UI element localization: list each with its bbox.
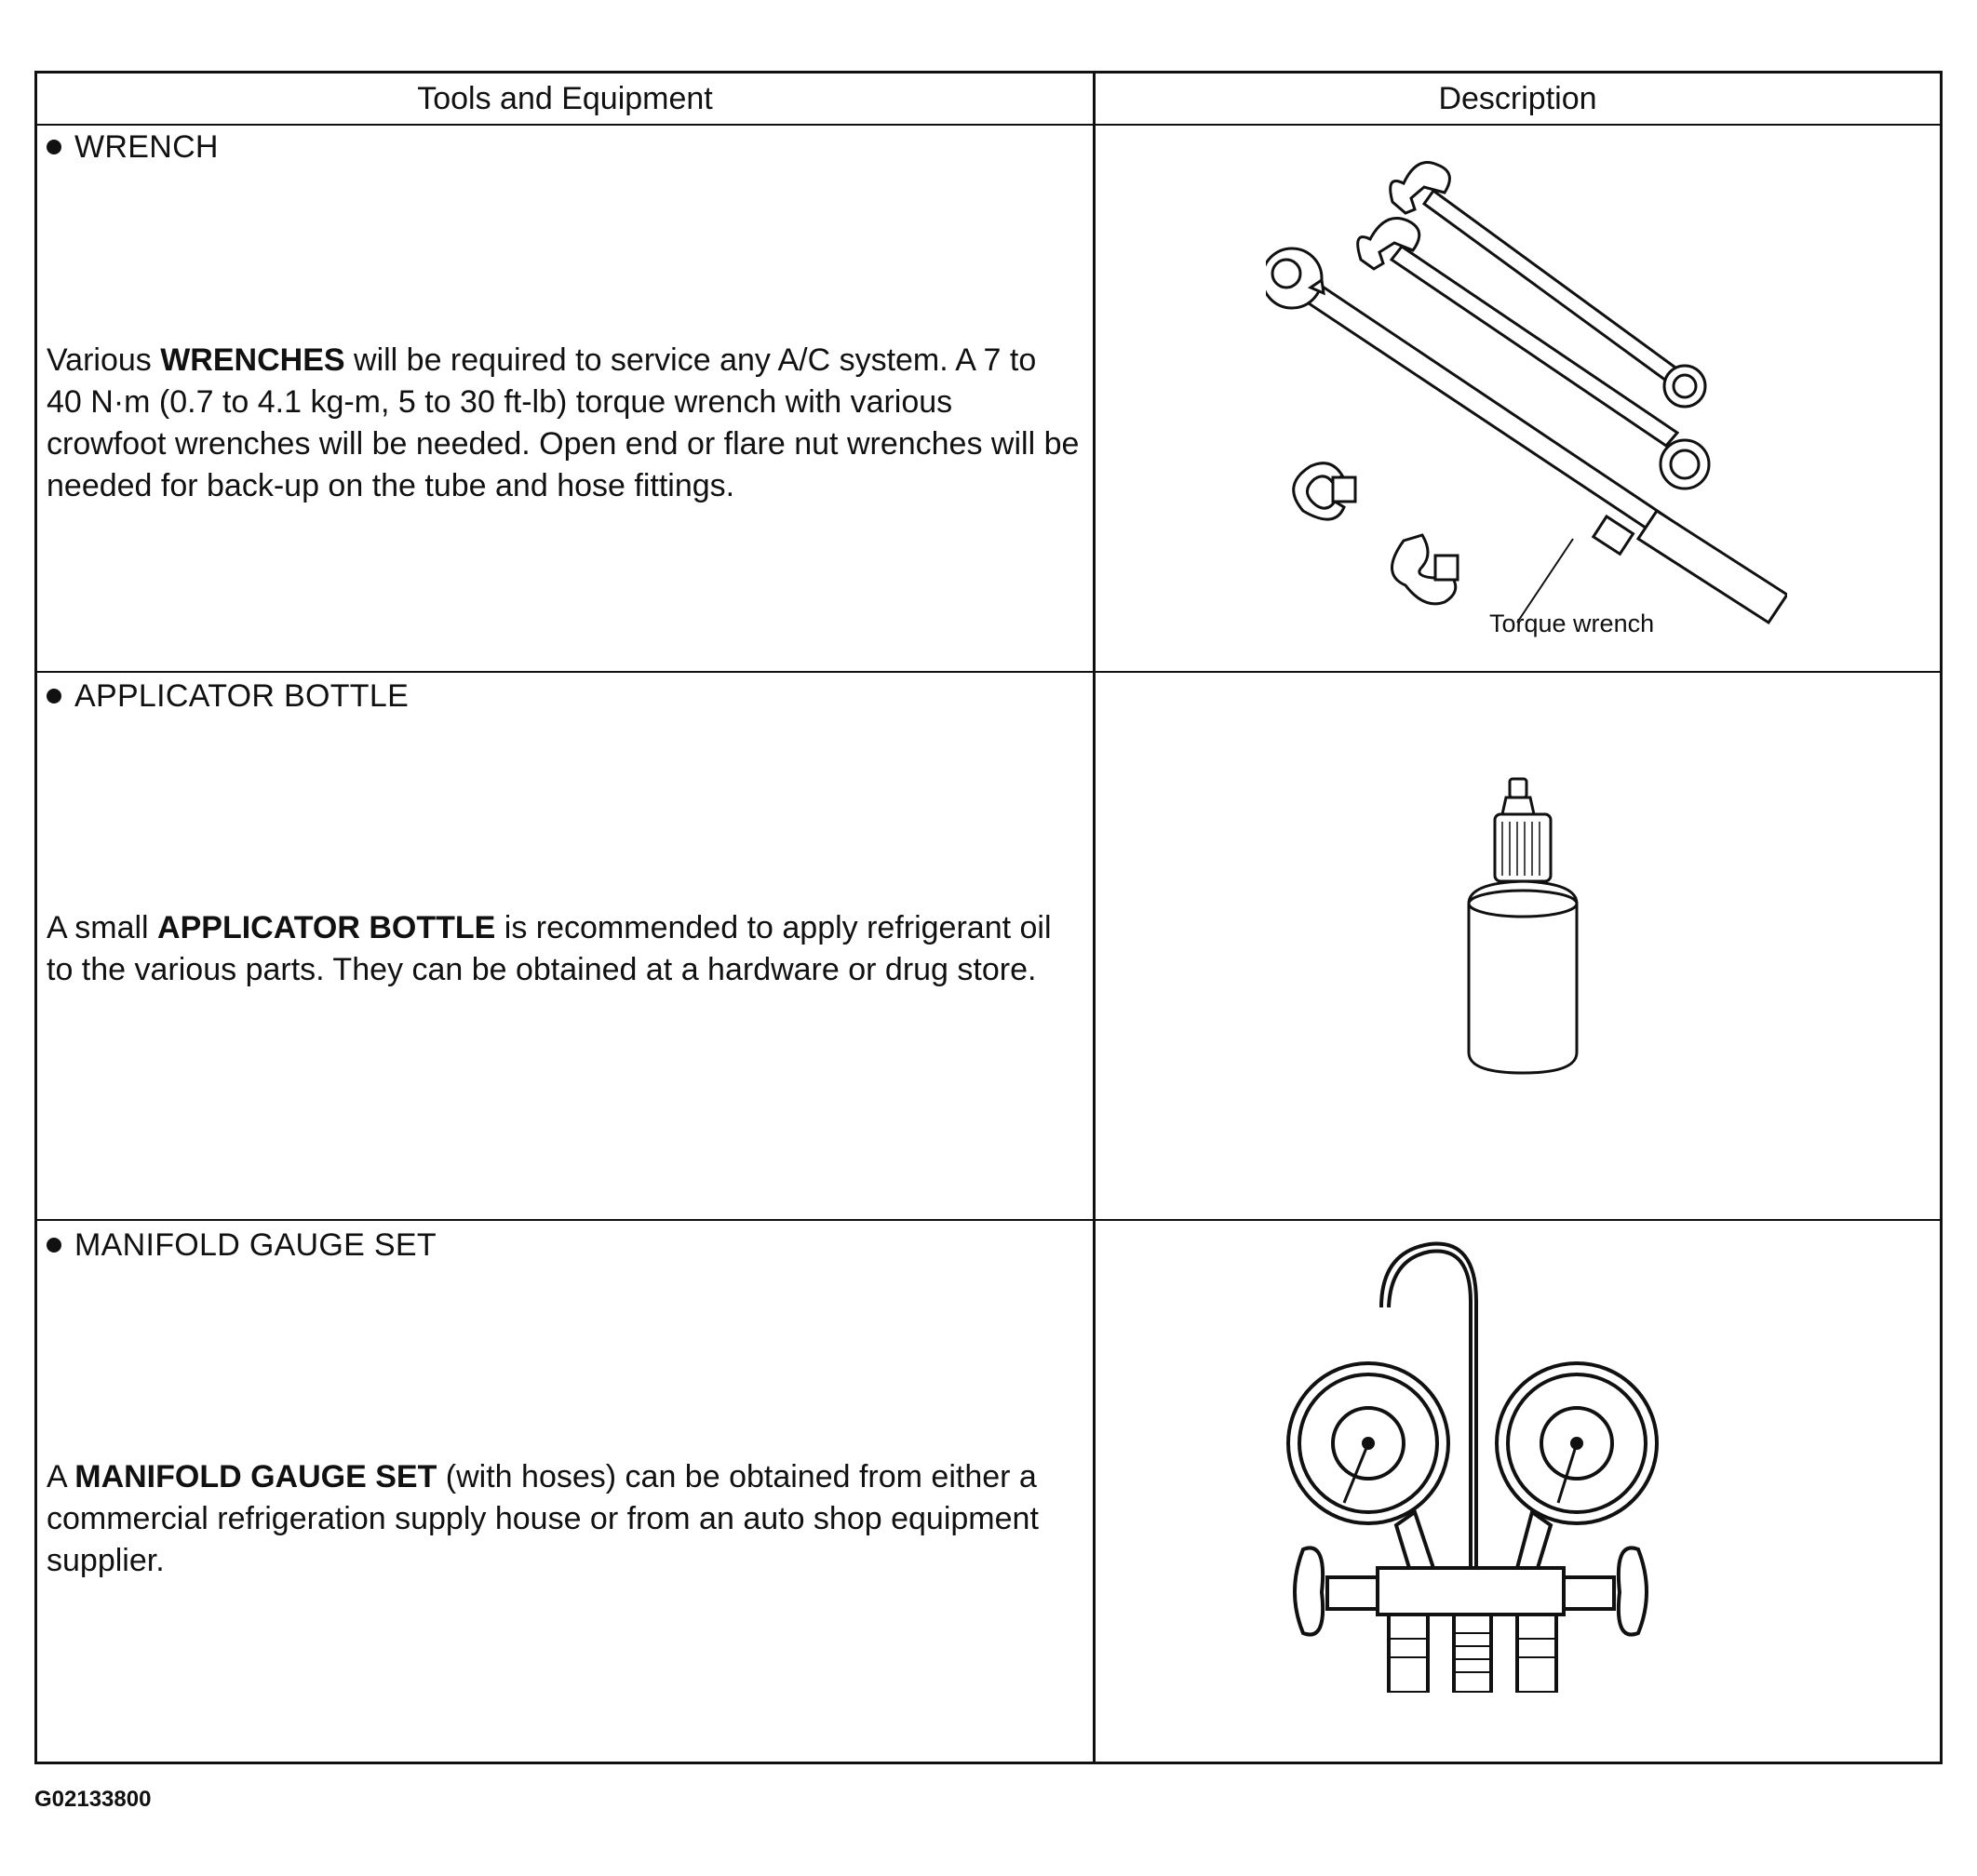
wrench-set-icon: [1266, 157, 1787, 641]
callout-label: Torque wrench: [1489, 610, 1655, 637]
row-text-applicator-bottle: A small APPLICATOR BOTTLE is recommended to apply refrigerant oil to the various parts. They can be obtained at a hardware or drug store.: [47, 910, 1052, 987]
bullet-icon: [47, 1238, 61, 1253]
row-text-wrench: Various WRENCHES will be required to service any A/C system. A 7 to 40 N·m (0.7 to 4.1 kg-m, 5 to 30 ft-lb) torque wrench with various crowfoot wrenches will be needed. Open end or flare nut wrenches will be needed for back-up on the tube and hose fittings.: [47, 342, 1080, 503]
column-divider: [1093, 74, 1096, 1762]
row-divider: [37, 1219, 1940, 1221]
bullet-icon: [47, 140, 61, 154]
applicator-bottle-icon: [1441, 773, 1608, 1080]
bullet-icon: [47, 689, 61, 704]
row-divider: [37, 671, 1940, 673]
figure-id: G02133800: [34, 1787, 152, 1812]
row-text-manifold-gauge-set: A MANIFOLD GAUGE SET (with hoses) can be obtained from either a commercial refrigeration supply house or from an auto shop equipment supplier.: [47, 1459, 1039, 1578]
header-divider: [37, 124, 1940, 126]
column-header-description: Description: [1438, 80, 1597, 116]
row-title-applicator-bottle: APPLICATOR BOTTLE: [47, 678, 409, 715]
row-title-wrench: WRENCH: [47, 129, 219, 166]
tools-table: [34, 71, 1943, 1764]
row-title-manifold-gauge-set: MANIFOLD GAUGE SET: [47, 1227, 437, 1264]
column-header-tools: Tools and Equipment: [417, 80, 713, 116]
manifold-gauge-set-icon: [1284, 1233, 1694, 1693]
